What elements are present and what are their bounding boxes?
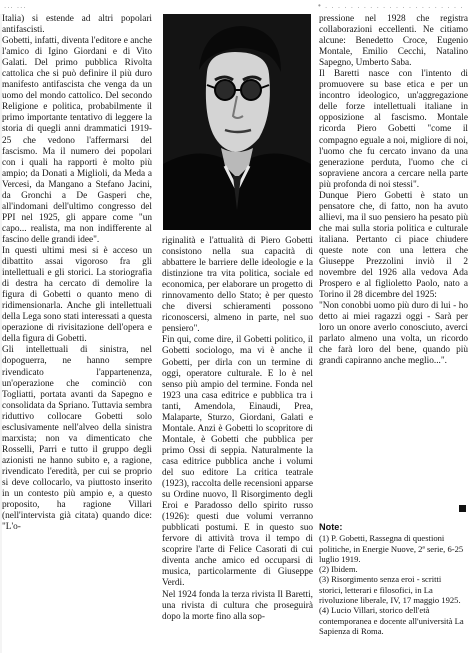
column-left [2, 14, 152, 533]
paragraph: pressione nel 1928 che registra collaborazioni eccellenti. Ne citiamo alcune: Benedetto Croce, Eugenio Montale, Emilio Cecchi, Natalino Sapegno, Umberto Saba. [319, 14, 468, 69]
paragraph: In questi ultimi mesi si è acceso un dibattito assai vigoroso fra gli intellettuali e gli storici. La storiografia di destra ha cercato di demolire la figura di Gobetti o quanto meno di ridimensionarla. Anche gli intellettuali della Lega sono stati interessati a questa operazione di rivisitazione dell'opera e della figura di Gobetti. [2, 245, 152, 345]
paragraph: riginalità e l'attualità di Piero Gobetti consistono nella sua capacità di abbattere le barriere delle ideologie e la distinzione tra vita politica, sociale ed economica, per elaborare un progetto di rinnovamento dello Stato; è per questo che diversi schieramenti possono riconoscersi, almeno in parte, nel suo pensiero". [162, 236, 313, 335]
paragraph: "Non conobbi uomo più duro di lui - ho detto ai miei ragazzi oggi - Sarà per loro un onore averlo conosciuto, averci parlato almeno una volta, un ricordo che farà loro del bene, quando più grandi capiranno anche meglio...". [319, 301, 468, 367]
paragraph: Italia) si estende ad altri popolari antifascisti. [2, 14, 152, 36]
end-of-article-mark [459, 505, 466, 512]
portrait-drawing [163, 14, 311, 230]
column-right [319, 14, 468, 368]
notes-title: Note: [319, 522, 343, 532]
paragraph: Dunque Piero Gobetti è stato un pensatore che, di fatto, non ha avuto allievi, ma il suo pensiero ha pesato più che mai sulla storia politica e culturale italiana. Pertanto ci piace chiudere queste note con una lettera che Giuseppe Prezzolini inviò il 2 novembre del 1926 alla vedova Ada Prospero e al figlioletto Paolo, nato a Torino il 28 dicembre del 1925: [319, 190, 468, 301]
header-right-text: • . . . . . . . . . . . . . . . . . . . . . . [318, 1, 464, 10]
notes-section [319, 522, 467, 636]
paragraph: Fin qui, come dire, il Gobetti politico, il Gobetti sociologo, ma vi è anche il Gobetti, per dirla con un termine di oggi, operatore culturale. E lo è nel senso più ampio del termine. Fonda nel 1923 una casa editrice e pubblica tra i tanti, Amendola, Einaudi, Prea, Malaparte, Sturzo, Giordani, Galati e Montale. Anzi è Gobetti lo scopritore di Montale, è Gobetti che pubblica per primo Ossi di seppia. Naturalmente la casa editrice pubblica anche i volumi del suo editore La critica teatrale (1923), raccolta delle recensioni apparse su Ordine nuovo, Il Risorgimento degli Eroi e Paradosso dello spirito russo (1926): questi due volumi verranno pubblicati postumi. E in questo suo fervore di attività trova il tempo di scoprire l'arte di Felice Casorati di cui diventa anche amico ed occuparsi di musica, particolarmente di Giuseppe Verdi. [162, 335, 313, 589]
note-item: (2) Ibidem. [319, 564, 358, 575]
note-item: (3) Risorgimento senza eroi - scritti storici, letterari e filosofici, in La rivoluzione liberale, IV, 17 maggio 1925. [319, 574, 461, 606]
paragraph: Gli intellettuali di sinistra, nel dopoguerra, ne hanno sempre rivendicato l'appartenenza, un'operazione che cominciò con Togliatti, portata avanti da Sapegno e consolidata da Spriano. Tuttavia sembra riduttivo collocare Gobetti solo esclusivamente nell'alveo della sinistra marxista; non va dimenticato che Rosselli, Parri e tutto il gruppo degli azionisti ne hanno subito e, a ragione, rivendicato l'eredità, per cui se proprio si deve collocarlo, va piuttosto inserito in un contesto più ampio e, a questo proposito, ha ragione Villari (nell'intervista già citata) quando dice: "L'o- [2, 345, 152, 533]
paragraph: Il Baretti nasce con l'intento di promuovere su base etica e per un incontro ideologico, un'aggregazione delle forze intellettuali italiane in opposizione al fascismo. Montale ricorda Piero Gobetti "come il compagno eguale a noi, migliore di noi, l'uomo che fu cercato invano da una generazione perduta, l'uomo che ci sopraviene ancora a cercare nella parte più profonda di noi stessi". [319, 69, 468, 190]
paragraph: Gobetti, infatti, diventa l'editore e anche l'amico di Igino Giordani e di Vito Galati. Del primo pubblica Rivolta cattolica che si può definire il più duro manifesto antifascista che venga da un uomo del mondo cattolico. Del secondo Religione e politica, probabilmente il primo importante tentativo di leggere la storia di quegli anni drammatici 1919-25 che vedono l'affermarsi del fascismo. Ma il numero dei popolari con i quali ha rapporti è molto più ampio; da Donati a Miglioli, da Meda a Vercesi, da Mangano a Stefano Jacini, da Gronchi a De Gasperi che, all'indomani dell'ultimo congresso del PPI nel 1925, gli appare come "un capo... realista, ma non indifferente al fascino delle grandi idee". [2, 36, 152, 245]
portrait-photo [163, 14, 311, 230]
header-left-text: ... ... [4, 1, 27, 10]
note-item: (4) Lucio Villari, storico dell'età contemporanea e docente all'università La Sapienza di Roma. [319, 605, 464, 636]
paragraph: Nel 1924 fonda la terza rivista Il Baretti, una rivista di cultura che proseguirà dopo la morte fino alla sop- [162, 589, 313, 622]
note-item: (1) P. Gobetti, Rassegna di questioni politiche, in Energie Nuove, 2ª serie, 6-25 luglio 1919. [319, 533, 464, 564]
running-header [0, 0, 471, 14]
column-middle [162, 236, 313, 623]
